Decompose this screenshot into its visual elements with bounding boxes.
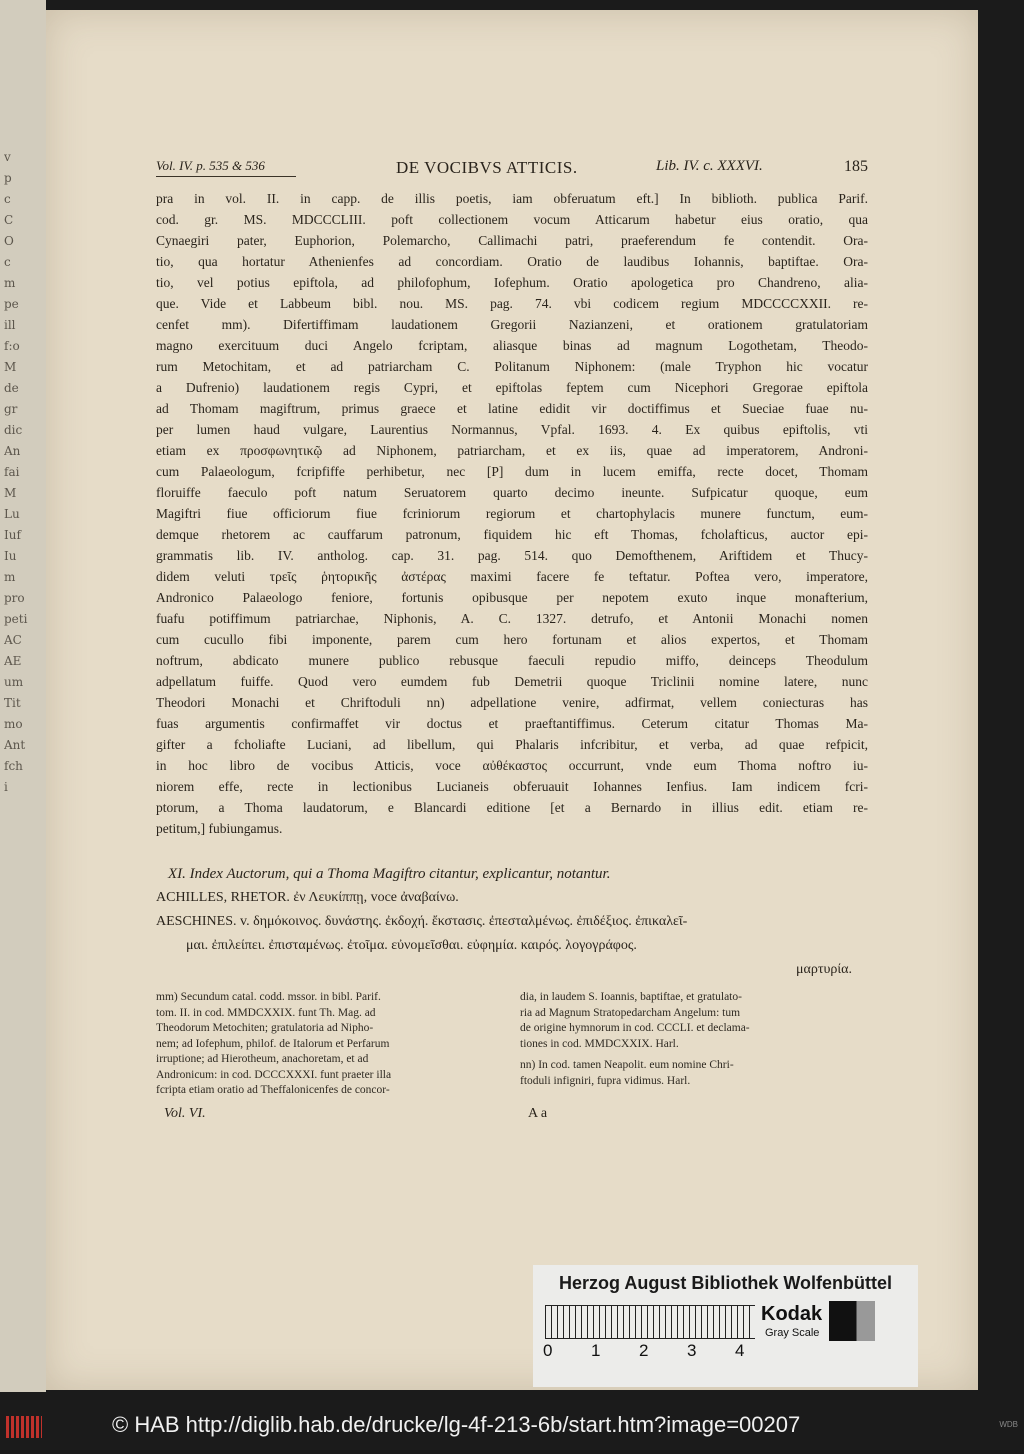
left-page-fragment: v xyxy=(4,150,11,164)
body-line: noftrum, abdicato munere publico rebusque faeculi repudio miffo, deinceps Theodulum xyxy=(156,653,868,668)
index-entry-line: ACHILLES, RHETOR. ἐν Λευκίππῃ, voce ἀναβαίνω. xyxy=(156,890,459,905)
left-page-fragment: pro xyxy=(4,591,25,605)
footnote-line-right: ria ad Magnum Stratopedarcham Angelum: tum xyxy=(520,1006,741,1019)
body-line: Cynaegiri pater, Euphorion, Polemarcho, Callimachi patri, praeferendum fe contendit. Ora- xyxy=(156,233,868,248)
book-page xyxy=(46,10,978,1390)
index-entry-line: μαι. ἐπιλείπει. ἐπισταμένως. ἐτοῖμα. εὐνομεῖσθαι. εὐφημία. καιρός. λογογράφος. xyxy=(186,938,637,953)
body-line: Andronico Palaeologo feniore, fortunis opibusque per nepotem exuto inque monafterium, xyxy=(156,590,868,605)
signature-volume: Vol. VI. xyxy=(164,1106,206,1121)
body-line: ptorum, a Thoma laudatorum, e Blancardi editione [et a Bernardo in illius edit. etiam re- xyxy=(156,800,868,815)
left-page-fragment: m xyxy=(4,570,16,584)
left-page-fragment: pe xyxy=(4,297,19,311)
body-line: que. Vide et Labbeum bibl. nou. MS. pag. 74. vbi codicem regium MDCCCCXXII. re- xyxy=(156,296,868,311)
left-page-fragment: dic xyxy=(4,423,23,437)
body-line: a Dufrenio) laudationem regis Cypri, et epiftolas feptem cum Nicephori Gregorae epiftola xyxy=(156,380,868,395)
signature-mark: A a xyxy=(528,1106,548,1121)
body-line: cum cucullo fibi imponente, parem cum hero fortunam et alios expertos, et Thomam xyxy=(156,632,868,647)
left-page-fragment: i xyxy=(4,780,8,794)
body-line: gifter a fcholiafte Luciani, ad libellum, qui Phalaris infcribitur, et verba, ad quae refpicit, xyxy=(156,737,868,752)
left-page-fragment: um xyxy=(4,675,24,689)
left-page-fragment: AE xyxy=(4,654,22,668)
footnote-line-left: Andronicum: in cod. DCCCXXXI. funt praeter illa xyxy=(156,1068,392,1081)
left-page-fragment: gr xyxy=(4,402,18,416)
left-page-fragment: C xyxy=(4,213,14,227)
body-line: demque rhetorem ac cauffarum patronum, fiquidem hic eft Thomas, fcholafticus, auctor epi- xyxy=(156,527,868,542)
left-page-fragment: Lu xyxy=(4,507,20,521)
body-line: etiam ex προσφωνητικῷ ad Niphonem, patriarcham, et ex iis, quae ad imperatorem, Androni- xyxy=(156,443,868,458)
footnote-line-left: nem; ad Iofephum, philof. de Italorum et Perfarum xyxy=(156,1037,390,1050)
left-page-fragment: AC xyxy=(4,633,22,647)
running-head-volume-ref: Vol. IV. p. 535 & 536 xyxy=(156,158,265,173)
body-line: tio, vel potius epiftola, ad philofophum, Iofephum. Oratio apologetica pro Chandreno, alia- xyxy=(156,275,868,290)
left-page-fragment: M xyxy=(4,360,17,374)
body-line: magno exercituum duci Angelo fcriptam, aliasque binas ad magnum Logothetam, Theodo- xyxy=(156,338,868,353)
body-line: cod. gr. MS. MDCCCLIII. poft collectionem vocum Atticarum habetur eius oratio, qua xyxy=(156,212,868,227)
left-page-fragment: Tit xyxy=(4,696,21,710)
page-number: 185 xyxy=(844,158,868,175)
body-line: fuas argumentis confirmaffet vir doctus et praeftantiffimus. Ceterum citatur Thomas Ma- xyxy=(156,716,868,731)
body-line: rum Metochitam, et ad patriarcham C. Politanum Niphonem: (male Tryphon hic vocatur xyxy=(156,359,868,374)
footnote-line-right: tiones in cod. MMDCXXIX. Harl. xyxy=(520,1037,679,1050)
ruler-number: 4 xyxy=(735,1341,745,1360)
section-heading: XI. Index Auctorum, qui a Thoma Magiftro citantur, explicantur, notantur. xyxy=(168,866,611,882)
footnote-line-left: mm) Secundum catal. codd. mssor. in bibl. Parif. xyxy=(156,991,381,1003)
neighbouring-page-edge xyxy=(0,0,46,1392)
footnote-line-left: fcripta etiam oratio ad Theffalonicenfes de concor- xyxy=(156,1084,390,1096)
running-head-chapter: Lib. IV. c. XXXVI. xyxy=(656,158,763,174)
ruler-number: 1 xyxy=(591,1341,601,1360)
running-head-underline xyxy=(156,176,296,177)
left-page-fragment: fai xyxy=(4,465,20,479)
footnote-line-left: tom. II. in cod. MMDCXXIX. funt Th. Mag. ad xyxy=(156,1006,376,1019)
body-line: petitum,] fubiungamus. xyxy=(156,821,283,836)
footer-copyright-url[interactable]: © HAB http://diglib.hab.de/drucke/lg-4f-213-6b/start.htm?image=00207 xyxy=(112,1412,801,1437)
body-line: niorem effe, recte in lectionibus Lucianeis obferuauit Iohannes Ienfius. Iam indicem fcri- xyxy=(156,779,868,794)
ruler-number: 3 xyxy=(687,1341,697,1360)
footnote-line-right: dia, in laudem S. Ioannis, baptiftae, et gratulato- xyxy=(520,991,742,1003)
running-head-title: DE VOCIBVS ATTICIS. xyxy=(396,158,578,177)
body-line: tio, qua hortatur Athenienfes ad concordiam. Oratio de laudibus Iohannis, baptiftae. Ora- xyxy=(156,254,868,269)
index-entry-line: AESCHINES. v. δημόκοινος. δυνάστης. ἐκδοχή. ἔκστασις. ἐπεσταλμένως. ἐπιδέξιος. ἐπικαλεῖ- xyxy=(156,914,688,929)
body-line: Magiftri fiue officiorum fiue fcriniorum regiorum et chartophylacis munere functum, eum- xyxy=(156,506,868,521)
footnote-line-left: Theodorum Metochiten; gratulatoria ad Nipho- xyxy=(156,1022,374,1034)
footnote-line-right: ftoduli infigniri, fupra vidimus. Harl. xyxy=(520,1074,691,1087)
left-page-fragment: O xyxy=(4,234,14,248)
left-page-fragment: f:o xyxy=(4,339,20,353)
body-line: cenfet mm). Difertiffimam laudationem Gregorii Nazianzeni, et orationem gratulatoriam xyxy=(156,317,868,332)
footnote-line-left: irruptione; ad Hierotheum, anachoretam, et ad xyxy=(156,1053,369,1065)
ruler-number: 2 xyxy=(639,1341,649,1360)
index-entry-line: μαρτυρία. xyxy=(796,962,852,977)
ruler-icon xyxy=(545,1305,755,1339)
footnote-line-right: nn) In cod. tamen Neapolit. eum nomine Chri- xyxy=(520,1059,734,1071)
body-line: ad Thomam magiftrum, primus graece et latine edidit vir doctiffimus et Sueciae fuae nu- xyxy=(156,401,868,416)
scale-card-title: Herzog August Bibliothek Wolfenbüttel xyxy=(559,1273,892,1293)
gray-patch-icon xyxy=(829,1301,875,1341)
color-scale-card xyxy=(533,1265,918,1387)
body-line: in hoc libro de vocibus Atticis, voce αὐθέκαστος occurrunt, vnde eum Thoma noftro iu- xyxy=(156,758,868,773)
left-page-fragment: c xyxy=(4,255,11,269)
left-page-fragment: An xyxy=(4,444,21,458)
footnote-line-right: de origine hymnorum in cod. CCCLI. et declama- xyxy=(520,1022,750,1034)
body-line: adpellatum fuiffe. Quod vero eumdem fub Demetrii quoque Triclinii nomine latere, nunc xyxy=(156,674,868,689)
left-page-fragment: c xyxy=(4,192,11,206)
body-line: fuafu potiffimum patriarchae, Niphonis, A. C. 1327. detrufo, et Antonii Monachi nomen xyxy=(156,611,868,626)
left-page-fragment: fch xyxy=(4,759,23,773)
left-page-fragment: peti xyxy=(4,612,28,626)
left-page-fragment: p xyxy=(4,171,12,185)
grayscale-label: Gray Scale xyxy=(765,1327,820,1339)
left-page-fragment: Ant xyxy=(4,738,26,752)
body-line: grammatis lib. IV. antholog. cap. 31. pag. 514. quo Demofthenem, Ariftidem et Thucy- xyxy=(156,548,868,563)
kodak-label: Kodak xyxy=(761,1303,823,1325)
body-line: pra in vol. II. in capp. de illis poetis, iam obferuatum eft.] In biblioth. publica Parif. xyxy=(156,191,868,206)
body-line: Theodori Monachi et Chriftoduli nn) adpellatione venire, adfirmat, vellem coniecturas has xyxy=(156,695,868,710)
left-page-fragment: Iu xyxy=(4,549,17,563)
hab-logo-icon xyxy=(6,1416,42,1438)
left-page-fragment: m xyxy=(4,276,16,290)
body-line: per lumen haud vulgare, Laurentius Normannus, Vpfal. 1693. 4. Ex quibus epiftolis, vti xyxy=(156,422,868,437)
left-page-fragment: M xyxy=(4,486,17,500)
left-page-fragment: Iuf xyxy=(4,528,21,542)
ruler-number: 0 xyxy=(543,1341,553,1360)
body-line: floruiffe faeculo poft natum Seruatorem quarto decimo ineunte. Sufpicatur quoque, eum xyxy=(156,485,868,500)
left-page-fragment: mo xyxy=(4,717,23,731)
footer-bar xyxy=(0,1398,1024,1454)
left-page-fragment: ill xyxy=(4,318,16,332)
body-line: didem veluti τρεῖς ῥητορικῆς ἀστέρας maximi facere fe teftatur. Poftea vero, imperatore, xyxy=(156,569,868,584)
footer-small-mark: WDB xyxy=(999,1420,1018,1429)
left-page-fragment: de xyxy=(4,381,19,395)
body-line: cum Palaeologum, fcripfiffe perhibetur, nec [P] dum in lucem emiffa, recte docet, Thomam xyxy=(156,464,868,479)
